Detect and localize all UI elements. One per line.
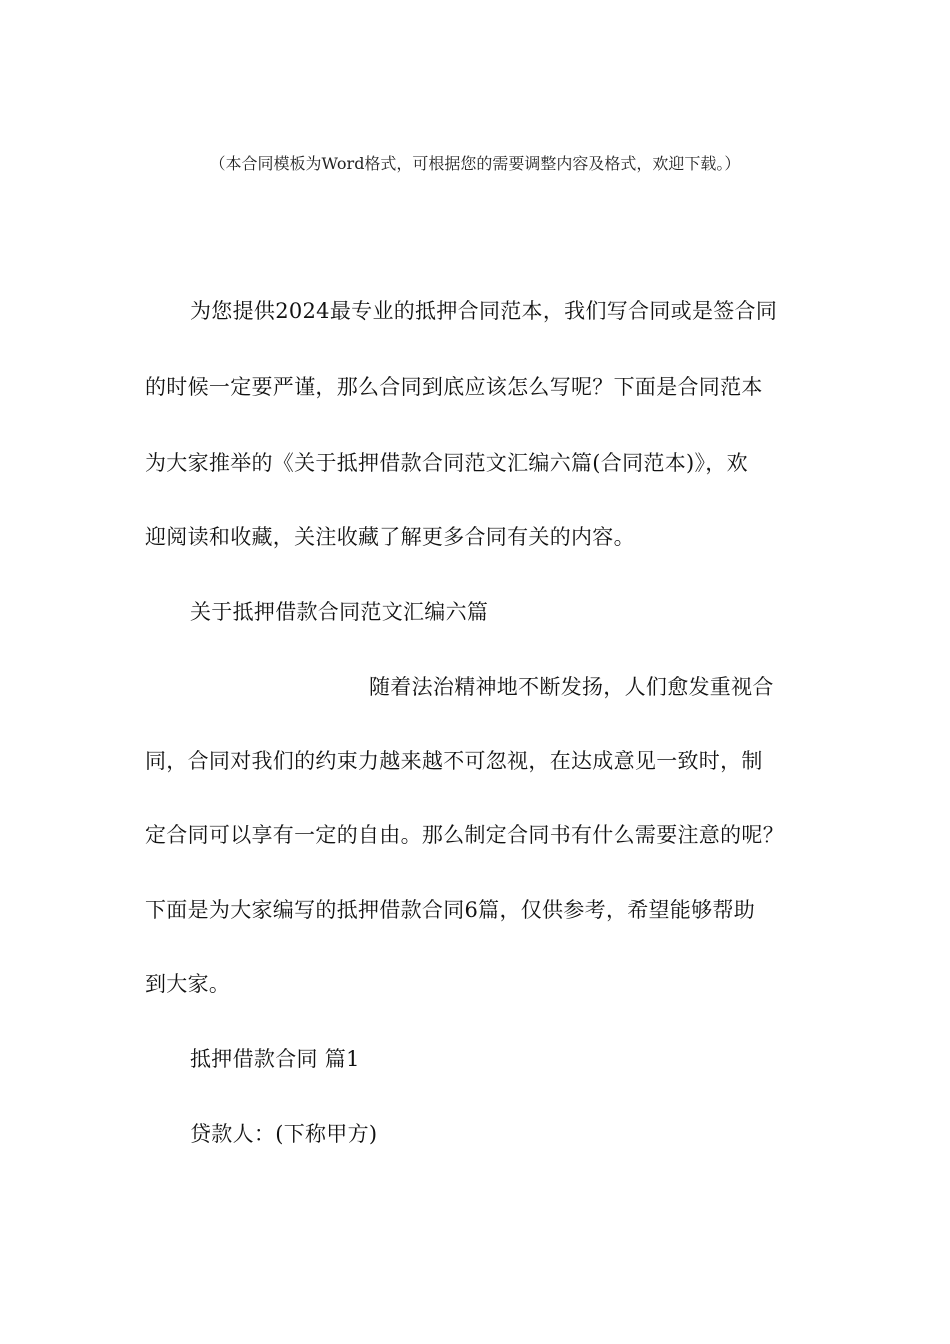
intro-line-1: 为您提供2024最专业的抵押合同范本，我们写合同或是签合同 xyxy=(190,299,778,323)
preface-line-2: 同，合同对我们的约束力越来越不可忽视，在达成意见一致时，制 xyxy=(145,749,763,773)
preface-line-3: 定合同可以享有一定的自由。那么制定合同书有什么需要注意的呢？ xyxy=(145,823,784,847)
intro-line-3: 为大家推举的《关于抵押借款合同范文汇编六篇(合同范本)》，欢 xyxy=(145,451,748,475)
preface-line-1: 随着法治精神地不断发扬，人们愈发重视合 xyxy=(369,675,774,699)
header-note: （本合同模板为Word格式，可根据您的需要调整内容及格式，欢迎下载。） xyxy=(209,154,741,173)
section-title: 抵押借款合同 篇1 xyxy=(190,1047,360,1071)
intro-line-2: 的时候一定要严谨，那么合同到底应该怎么写呢？下面是合同范本 xyxy=(145,375,763,399)
preface-line-5: 到大家。 xyxy=(145,972,231,996)
intro-line-4: 迎阅读和收藏，关注收藏了解更多合同有关的内容。 xyxy=(145,525,635,549)
preface-line-4: 下面是为大家编写的抵押借款合同6篇，仅供参考，希望能够帮助 xyxy=(145,898,756,922)
collection-title: 关于抵押借款合同范文汇编六篇 xyxy=(190,600,489,624)
lender-line: 贷款人：(下称甲方) xyxy=(190,1122,378,1146)
